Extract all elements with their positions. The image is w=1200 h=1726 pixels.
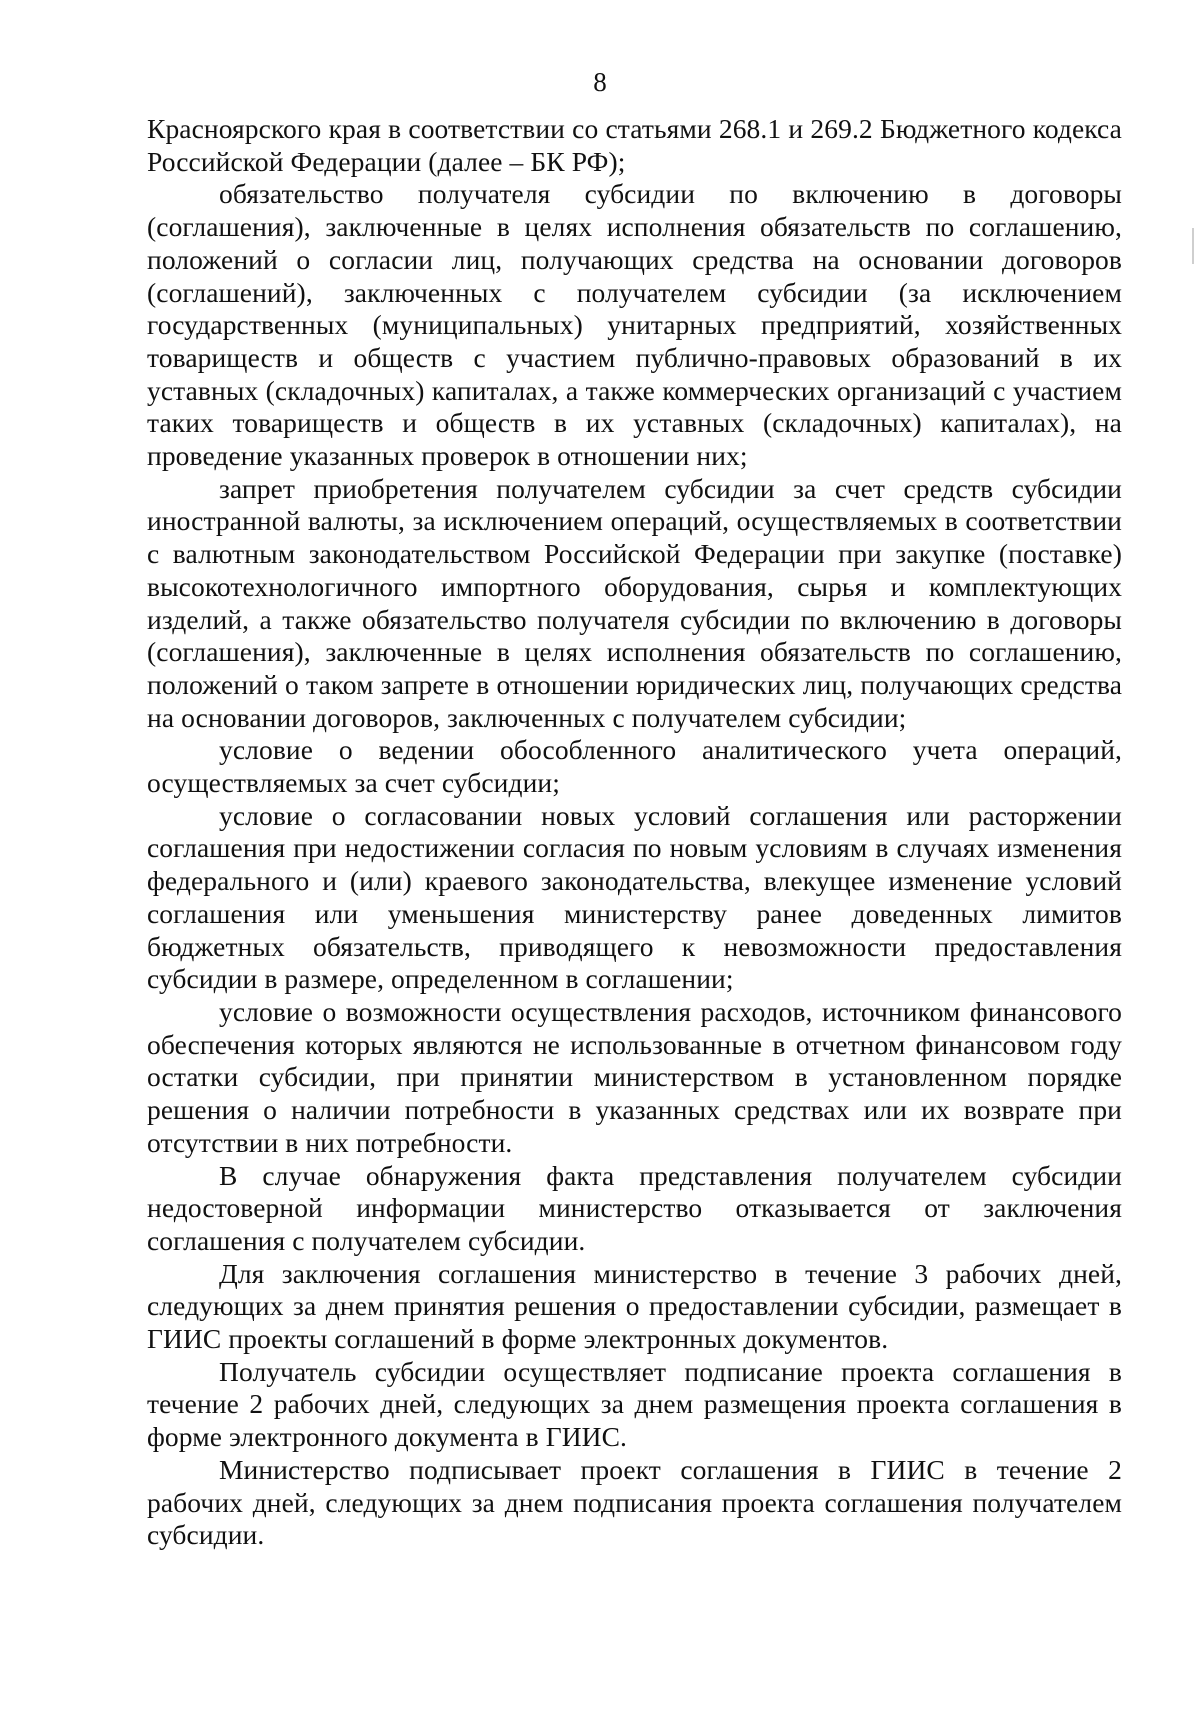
paragraph-6: условие о возможности осуществления расходов, источником финансового обеспечения которых являются не использованные в отчетном финансовом году остатки субсидии, при принятии министерством в установленном порядке решения о наличии потребности в указанных средствах или их возврате при отсутствии в них потребности. — [147, 995, 1122, 1158]
paragraph-10: Министерство подписывает проект соглашения в ГИИС в течение 2 рабочих дней, следующих за днем подписания проекта соглашения получателем субсидии. — [147, 1453, 1122, 1551]
paragraph-9: Получатель субсидии осуществляет подписание проекта соглашения в течение 2 рабочих дней, следующих за днем размещения проекта соглашения в форме электронного документа в ГИИС. — [147, 1355, 1122, 1453]
paragraph-5: условие о согласовании новых условий соглашения или расторжении соглашения при недостижении согласия по новым условиям в случаях изменения федерального и (или) краевого законодательства, влекущее изменение условий соглашения или уменьшения министерству ранее доведенных лимитов бюджетных обязательств, приводящего к невозможности предоставления субсидии в размере, определенном в соглашении; — [147, 799, 1122, 995]
document-body — [147, 113, 1122, 1552]
paragraph-7: В случае обнаружения факта представления получателем субсидии недостоверной информации министерство отказывается от заключения соглашения с получателем субсидии. — [147, 1159, 1122, 1256]
page-number: 8 — [593, 67, 607, 97]
paragraph-8: Для заключения соглашения министерство в течение 3 рабочих дней, следующих за днем принятия решения о предоставлении субсидии, размещает в ГИИС проекты соглашений в форме электронных документов. — [147, 1257, 1122, 1355]
paragraph-4: условие о ведении обособленного аналитического учета операций, осуществляемых за счет субсидии; — [147, 734, 1122, 799]
scan-edge-mark — [1192, 228, 1194, 264]
paragraph-2: обязательство получателя субсидии по включению в договоры (соглашения), заключенные в целях исполнения обязательств по соглашению, положений о согласии лиц, получающих средства на основании договоров (соглашений), заключенных с получателем субсидии (за исключением государственных (муниципальных) унитарных предприятий, хозяйственных товариществ и обществ с участием публично-правовых образований в их уставных (складочных) капиталах, а также коммерческих организаций с участием таких товариществ и обществ в их уставных (складочных) капиталах), на проведение указанных проверок в отношении них; — [147, 178, 1122, 472]
paragraph-1: Красноярского края в соответствии со статьями 268.1 и 269.2 Бюджетного кодекса Российской Федерации (далее – БК РФ); — [147, 113, 1122, 177]
paragraph-3: запрет приобретения получателем субсидии за счет средств субсидии иностранной валюты, за исключением операций, осуществляемых в соответствии с валютным законодательством Российской Федерации при закупке (поставке) высокотехнологичного импортного оборудования, сырья и комплектующих изделий, а также обязательство получателя субсидии по включению в договоры (соглашения), заключенные в целях исполнения обязательств по соглашению, положений о таком запрете в отношении юридических лиц, получающих средства на основании договоров, заключенных с получателем субсидии; — [147, 472, 1122, 733]
